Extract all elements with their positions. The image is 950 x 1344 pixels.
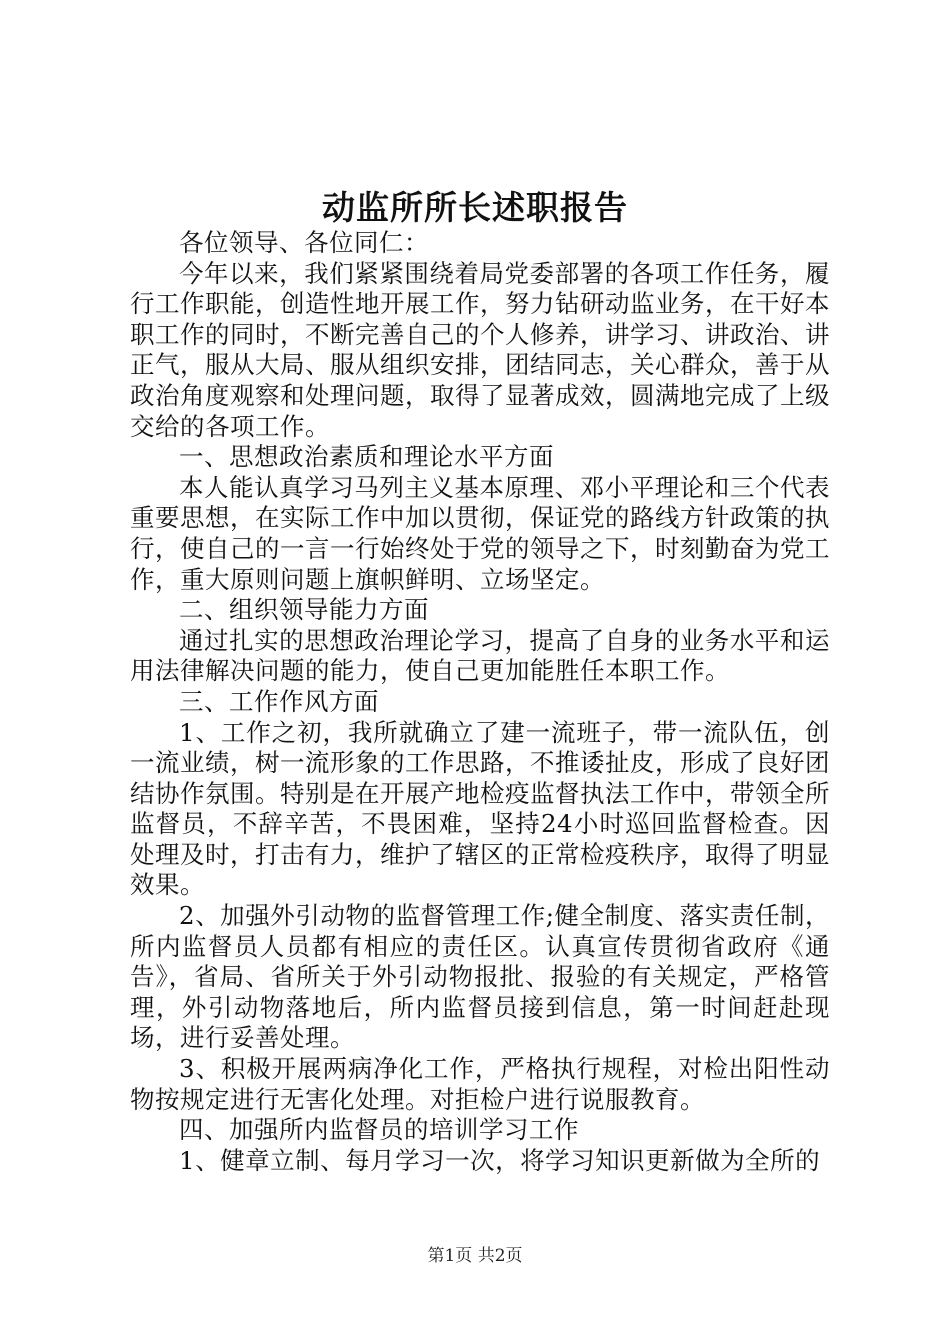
salutation: 各位领导、各位同仁： xyxy=(179,228,429,257)
section-3-item-2: 2、加强外引动物的监督管理工作;健全制度、落实责任制，所内监督员人员都有相应的责任区。认真宣传贯彻省政府《通告》，省局、省所关于外引动物报批、报验的有关规定，严格管理，外引动物落地后，所内监督员接到信息，第一时间赶赴现场，进行妥善处理。 xyxy=(130,901,830,1053)
page-footer: 第1页 共2页 xyxy=(427,1246,523,1266)
section-4-item-1: 1、健章立制、每月学习一次，将学习知识更新做为全所的 xyxy=(179,1145,821,1175)
section-heading-2: 二、组织领导能力方面 xyxy=(179,595,429,625)
intro-paragraph: 今年以来，我们紧紧围绕着局党委部署的各项工作任务，履行工作职能，创造性地开展工作，努力钻研动监业务，在干好本职工作的同时，不断完善自己的个人修养，讲学习、讲政治、讲正气，服从大局、服从组织安排，团结同志，关心群众，善于从政治角度观察和处理问题，取得了显著成效，圆满地完成了上级交给的各项工作。 xyxy=(130,258,830,441)
section-heading-1: 一、思想政治素质和理论水平方面 xyxy=(179,442,554,472)
section-1-paragraph: 本人能认真学习马列主义基本原理、邓小平理论和三个代表重要思想，在实际工作中加以贯彻，保证党的路线方针政策的执行，使自己的一言一行始终处于党的领导之下，时刻勤奋为党工作，重大原则问题上旗帜鲜明、立场坚定。 xyxy=(130,472,830,594)
section-2-paragraph: 通过扎实的思想政治理论学习，提高了自身的业务水平和运用法律解决问题的能力，使自己更加能胜任本职工作。 xyxy=(130,625,830,686)
document-body xyxy=(130,228,830,1176)
section-heading-4: 四、加强所内监督员的培训学习工作 xyxy=(179,1115,579,1145)
section-heading-3: 三、工作作风方面 xyxy=(179,686,379,716)
section-3-item-1: 1、工作之初，我所就确立了建一流班子，带一流队伍，创一流业绩，树一流形象的工作思路，不推诿扯皮，形成了良好团结协作氛围。特别是在开展产地检疫监督执法工作中，带领全所监督员，不辞辛苦，不畏困难，坚持24小时巡回监督检查。因处理及时，打击有力，维护了辖区的正常检疫秩序，取得了明显效果。 xyxy=(130,717,830,900)
document-title: 动监所所长述职报告 xyxy=(322,188,628,227)
section-3-item-3: 3、积极开展两病净化工作，严格执行规程，对检出阳性动物按规定进行无害化处理。对拒检户进行说服教育。 xyxy=(130,1054,830,1114)
